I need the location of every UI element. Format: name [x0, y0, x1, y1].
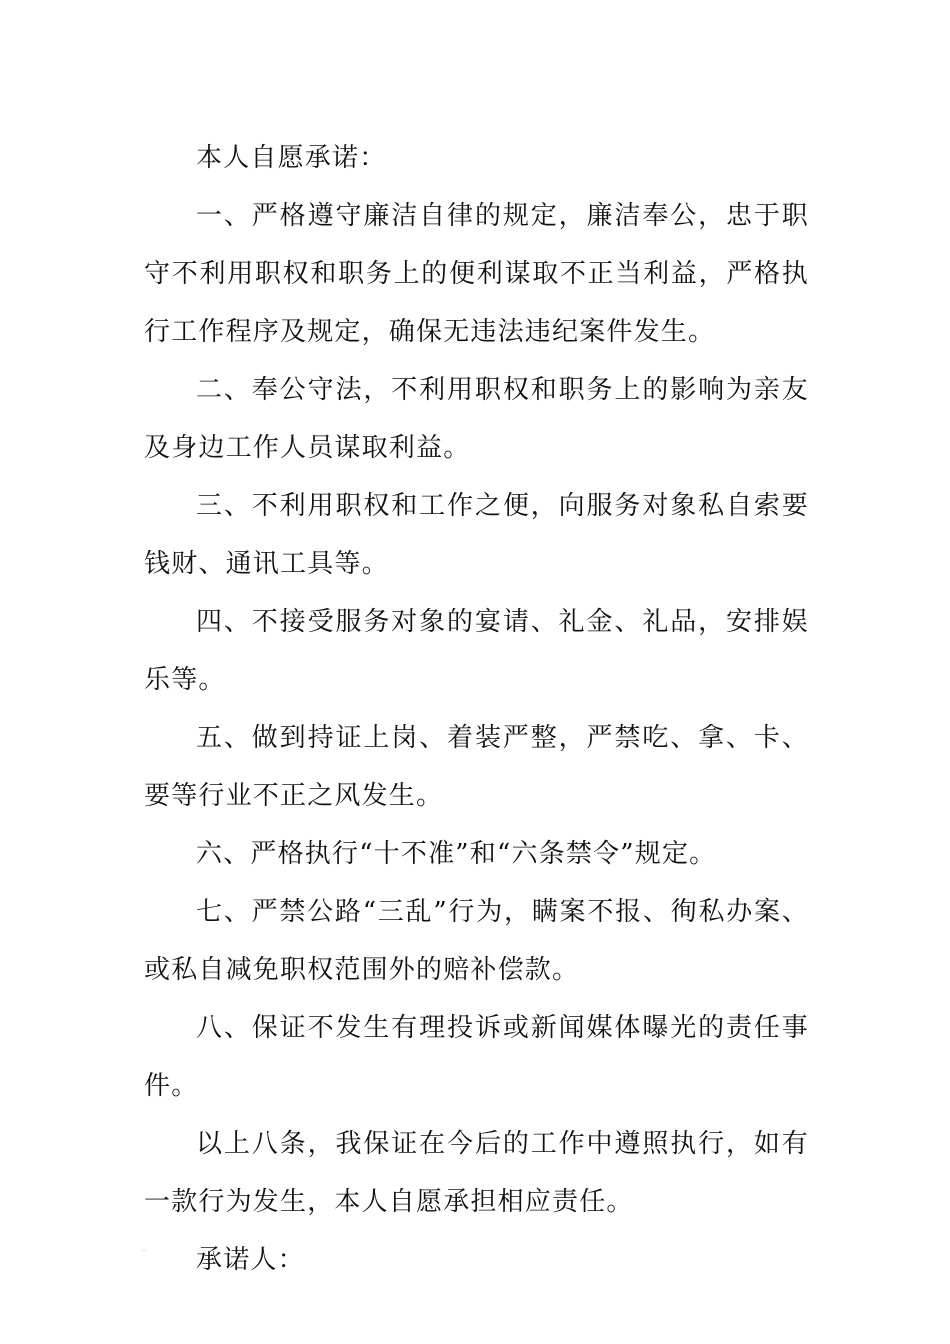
clause-8-paragraph: 八、保证不发生有理投诉或新闻媒体曝光的责任事件。: [144, 1013, 809, 1101]
clause-4-paragraph: 四、不接受服务对象的宴请、礼金、礼品，安排娱乐等。: [144, 607, 809, 695]
commitment-paragraph: 以上八条，我保证在今后的工作中遵照执行，如有一款行为发生，本人自愿承担相应责任。: [144, 1129, 809, 1217]
clause-6-paragraph: 六、严格执行“十不准”和“六条禁令”规定。: [196, 839, 717, 869]
intro-paragraph: 本人自愿承诺：: [196, 143, 387, 173]
clause-5-paragraph: 五、做到持证上岗、着装严整，严禁吃、拿、卡、要等行业不正之风发生。: [144, 723, 809, 811]
clause-2-paragraph: 二、奉公守法，不利用职权和职务上的影响为亲友及身边工作人员谋取利益。: [144, 375, 809, 463]
document-body: [144, 129, 809, 1289]
clause-3-paragraph: 三、不利用职权和工作之便，向服务对象私自索要钱财、通讯工具等。: [144, 491, 809, 579]
signatory-label: 承诺人：: [196, 1245, 305, 1275]
clause-1-paragraph: 一、严格遵守廉洁自律的规定，廉洁奉公，忠于职守不利用职权和职务上的便利谋取不正当利益，严格执行工作程序及规定，确保无违法违纪案件发生。: [144, 201, 809, 347]
page-footer-mark: [142, 1250, 146, 1251]
clause-7-paragraph: 七、严禁公路“三乱”行为，瞒案不报、徇私办案、或私自减免职权范围外的赔补偿款。: [144, 897, 809, 985]
